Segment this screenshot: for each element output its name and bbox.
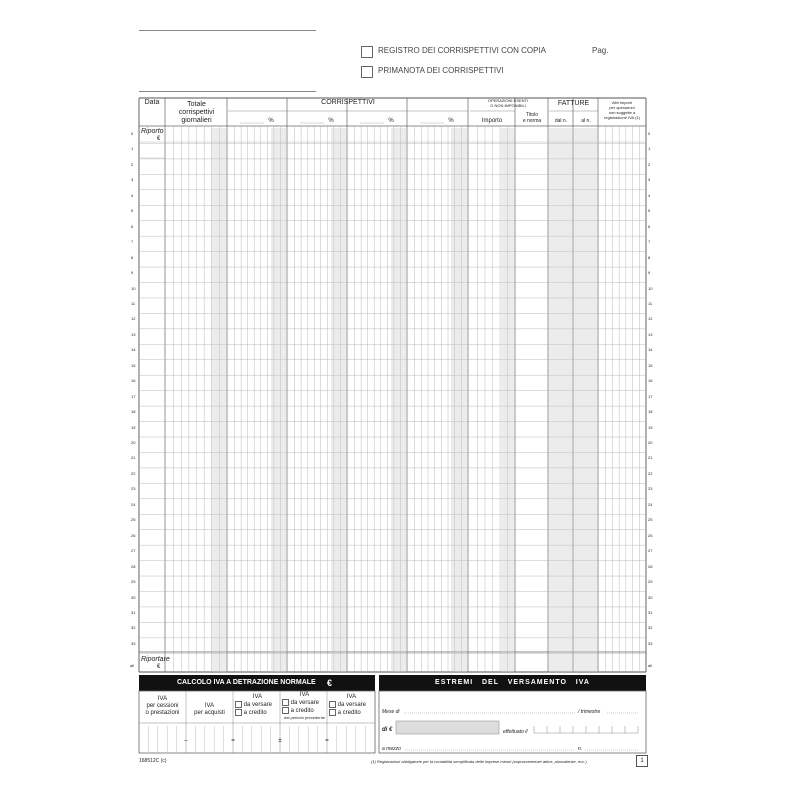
calc-col5-opt2: a credito [337, 710, 361, 717]
pct-1: % [268, 118, 274, 124]
row-number-r: 2 [648, 161, 651, 167]
row-number-l: 4 [131, 192, 134, 198]
row-number-l: 33 [131, 640, 136, 646]
row-number-r: 4 [648, 192, 651, 198]
riportare-label: Riportare [141, 656, 170, 663]
row-number-r: 29 [648, 579, 653, 585]
page-label: Pag. [592, 46, 609, 55]
row-number-l: 31 [131, 609, 136, 615]
col-fatture-header: FATTURE [557, 100, 590, 107]
row-number-r: 31 [648, 609, 653, 615]
calc-col3-line1: IVA [252, 694, 263, 700]
row-number-l: 30 [131, 594, 136, 600]
row-number-r: 12 [648, 316, 653, 322]
row-number-l: 13 [131, 331, 136, 337]
calc-operator-4: = [325, 738, 329, 744]
calc-col2-line2: per acquisti [194, 710, 225, 716]
row-number-l: 22 [131, 470, 136, 476]
row-number-r: 20 [648, 440, 653, 445]
page-number-box [636, 755, 648, 767]
registro-label: REGISTRO DEI CORRISPETTIVI CON COPIA [378, 46, 547, 55]
row-number-l: 5 [131, 208, 134, 214]
row-number-r: 19 [648, 424, 653, 430]
row-number-l: 15 [131, 362, 136, 368]
row-number-r: 13 [648, 331, 653, 337]
row-number-l: 1 [131, 146, 134, 152]
row-number-r: 23 [648, 486, 653, 492]
row-number-r: 6 [648, 223, 651, 229]
riportare-side-l: all [130, 663, 135, 668]
calc-col1-line1: IVA [157, 696, 168, 702]
row-number-r: 25 [648, 517, 653, 523]
col-operazioni-header: OPERAZIONI ESENTI O NON IMPONIBILI [487, 98, 529, 108]
row-number-r: 5 [648, 208, 651, 214]
calc-col1-line2: per cessioni [146, 703, 179, 709]
calc-operator-2: = [231, 738, 235, 744]
calc-operator-3: ± [278, 738, 282, 744]
riporto-euro: € [157, 136, 161, 142]
riporto-label: Riporto [141, 128, 164, 135]
trimestre-label: / trimestre [578, 709, 601, 715]
pct-4: % [448, 118, 454, 124]
row-number-r: 10 [648, 285, 653, 291]
primanota-label: PRIMANOTA DEI CORRISPETTIVI [378, 66, 504, 75]
row-number-r: 30 [648, 594, 653, 600]
row-number-l: 16 [131, 378, 136, 384]
pct-3: % [388, 118, 394, 124]
calc-col4-note: dal periodo precedente [284, 715, 325, 721]
calc-col2-line1: IVA [204, 703, 215, 709]
row-number-l: 2 [131, 161, 134, 167]
row-number-l: 9 [131, 270, 134, 276]
row-number-r: 1 [648, 146, 651, 152]
calc-col4-opt2: a credito [290, 708, 314, 715]
row-number-r: 28 [648, 563, 653, 569]
col-corrispettivi-header: CORRISPETTIVI [321, 99, 375, 106]
n-label: n. [578, 746, 583, 752]
col-al-header: al n. [581, 118, 591, 124]
row-number-r: 22 [648, 470, 653, 476]
importo-field[interactable] [396, 721, 499, 734]
row-number-l: 3 [131, 177, 134, 183]
row-number-l: 11 [131, 300, 136, 306]
riportare-euro: € [157, 664, 161, 670]
row-number-l: 20 [131, 440, 136, 445]
row-number-l: 12 [131, 316, 136, 322]
col-altri-header: Altri importi per operazioni non soggette a registrazione IVA (1) [604, 100, 640, 120]
row-number-l: 0 [131, 131, 134, 136]
row-number-r: 11 [648, 300, 653, 306]
calcolo-euro: € [327, 678, 333, 688]
calc-col5-opt1: da versare [337, 702, 367, 709]
row-number-r: 26 [648, 532, 653, 538]
effettuato-label: effettuato il [503, 729, 528, 735]
row-number-l: 6 [131, 223, 134, 229]
row-number-r: 21 [648, 455, 653, 461]
calc-operator-1: – [184, 738, 188, 744]
col-totale-header: Totale corrispettivi giornalieri [178, 101, 215, 124]
date-field[interactable] [534, 724, 638, 734]
footer-note: (1) Registrazioni obbligatorie per la contabilità semplificata delle imprese minori (sopravvenienze attive, plusvalenze, ecc.) [371, 759, 587, 764]
row-number-l: 8 [131, 254, 134, 260]
calc-col1-line3: o prestazioni [145, 710, 180, 716]
calc-col3-opt1: da versare [243, 702, 273, 709]
row-number-l: 24 [131, 501, 136, 507]
row-number-r: 24 [648, 501, 653, 507]
page-number: 1 [640, 758, 644, 764]
row-number-r: 32 [648, 625, 653, 631]
row-number-r: 18 [648, 409, 653, 415]
row-number-l: 23 [131, 486, 136, 492]
row-number-r: 8 [648, 254, 651, 260]
row-number-r: 0 [648, 131, 651, 136]
calc-col5-line1: IVA [346, 694, 357, 700]
row-number-l: 18 [131, 409, 136, 415]
row-number-l: 25 [131, 517, 136, 523]
row-number-r: 27 [648, 548, 653, 554]
a-mezzo-label: a mezzo [382, 746, 401, 752]
row-number-r: 16 [648, 378, 653, 384]
row-number-l: 32 [131, 625, 136, 631]
col-data-header: Data [144, 99, 160, 106]
row-number-l: 14 [131, 347, 136, 353]
riportare-side-r: all [648, 663, 653, 668]
col-dal-header: dal n. [554, 118, 568, 124]
pct-2: % [328, 118, 334, 124]
calc-col3-opt2: a credito [243, 710, 267, 717]
row-number-l: 29 [131, 579, 136, 585]
col-titolo-header: Titolo e norma [522, 112, 542, 124]
row-number-l: 7 [131, 239, 134, 245]
row-number-r: 9 [648, 270, 651, 276]
row-number-r: 14 [648, 347, 653, 353]
row-number-r: 3 [648, 177, 651, 183]
calc-col4-line1: IVA [299, 692, 310, 698]
row-number-l: 21 [131, 455, 136, 461]
row-number-l: 28 [131, 563, 136, 569]
row-number-r: 15 [648, 362, 653, 368]
col-importo-header: Importo [481, 118, 503, 124]
row-number-l: 19 [131, 424, 136, 430]
row-number-r: 33 [648, 640, 653, 646]
row-number-r: 17 [648, 393, 653, 399]
row-number-l: 17 [131, 393, 136, 399]
row-number-l: 26 [131, 532, 136, 538]
row-number-l: 27 [131, 548, 136, 554]
versamento-title: ESTREMI DEL VERSAMENTO IVA [435, 679, 590, 686]
row-number-r: 7 [648, 239, 651, 245]
mese-label: Mese di [382, 709, 400, 715]
calcolo-title: CALCOLO IVA A DETRAZIONE NORMALE [177, 679, 316, 686]
row-number-l: 10 [131, 285, 136, 291]
importo-di-label: di € [382, 727, 393, 733]
form-code: 168512C (c) [139, 758, 167, 764]
calc-col4-opt1: da versare [290, 700, 320, 707]
